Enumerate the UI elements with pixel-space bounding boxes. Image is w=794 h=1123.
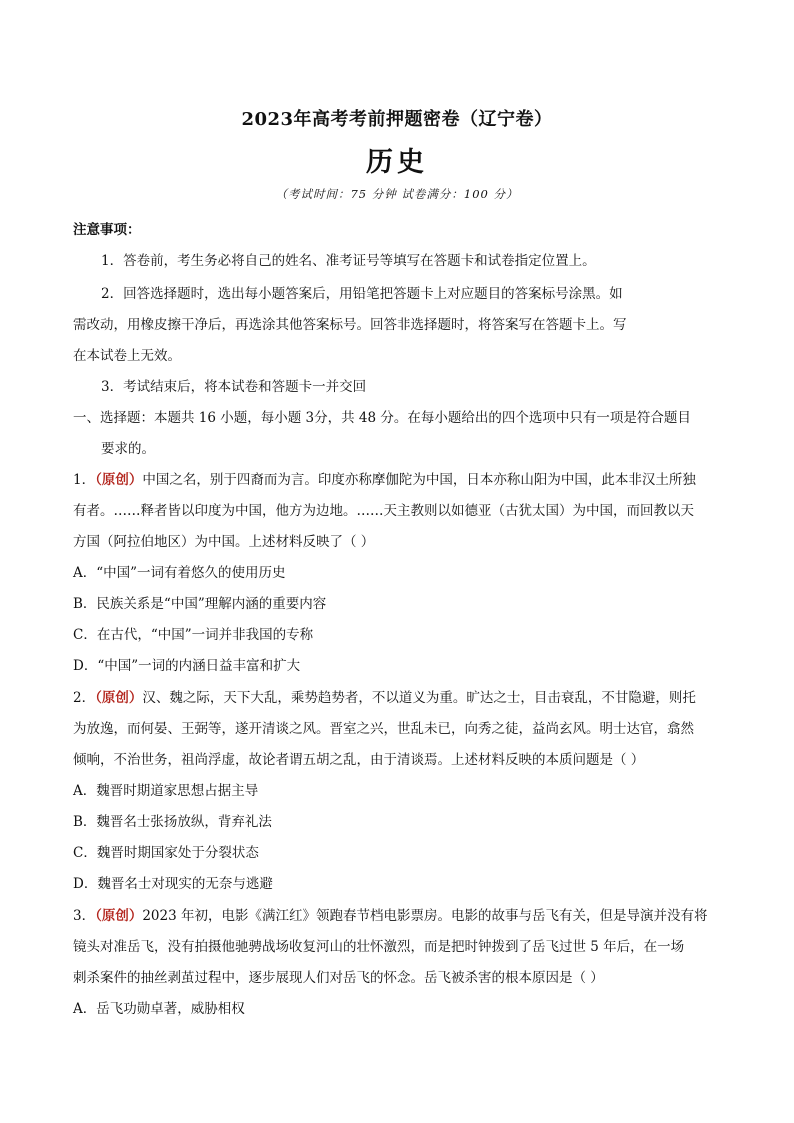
question-number: 3．	[73, 908, 96, 924]
original-tag: （原创）	[95, 472, 143, 488]
question-2-line-2: 为放逸，而何晏、王弼等，遂开清谈之风。晋室之兴，世乱未已，向秀之徒，益尚玄风。明士达官，翕然	[73, 721, 694, 737]
notice-item-3: 3．考试结束后，将本试卷和答题卡一并交回	[101, 379, 367, 395]
question-number: 1．	[73, 472, 96, 488]
question-text: 汉、魏之际，天下大乱，乘势趋势者，不以道义为重。旷达之士，目击衰乱，不甘隐避，则托	[142, 690, 696, 706]
option-a: A．魏晋时期道家思想占据主导	[73, 783, 259, 799]
exam-title: 2023年高考考前押题密卷（辽宁卷）	[241, 109, 553, 130]
question-text: 中国之名，别于四裔而为言。印度亦称摩伽陀为中国，日本亦称山阳为中国，此本非汉土所独	[142, 472, 696, 488]
question-3-line-2: 镜头对准岳飞，没有拍摄他驰骋战场收复河山的壮怀激烈，而是把时钟拨到了岳飞过世 5 年后，在一场	[73, 939, 685, 955]
subject-title: 历史	[366, 147, 428, 178]
option-d: D．“中国”一词的内涵日益丰富和扩大	[73, 658, 301, 674]
question-1-line-2: 有者。……释者皆以印度为中国，他方为边地。……天主教则以如德亚（古犹太国）为中国，而回教以天	[73, 503, 694, 519]
section-heading: 一、选择题：本题共 16 小题，每小题 3分，共 48 分。在每小题给出的四个选项中只有一项是符合题目	[73, 410, 691, 426]
option-a: A．岳飞功勋卓著，威胁相权	[73, 1001, 245, 1017]
notice-heading: 注意事项：	[73, 222, 141, 238]
option-b: B．民族关系是“中国”理解内涵的重要内容	[73, 596, 327, 612]
question-1-line-3: 方国（阿拉伯地区）为中国。上述材料反映了（ ）	[73, 534, 375, 550]
original-tag: （原创）	[95, 690, 143, 706]
question-2	[73, 686, 696, 706]
notice-item-2-cont-2: 在本试卷上无效。	[73, 348, 181, 364]
question-number: 2．	[73, 690, 96, 706]
question-1	[73, 468, 696, 488]
notice-item-1: 1．答卷前，考生务必将自己的姓名、准考证号等填写在答题卡和试卷指定位置上。	[101, 253, 596, 269]
question-2-line-3: 倾响，不治世务，祖尚浮虚，故论者谓五胡之乱，由于清谈焉。上述材料反映的本质问题是（ ）	[73, 752, 645, 768]
option-c: C．魏晋时期国家处于分裂状态	[73, 845, 259, 861]
notice-item-2: 2．回答选择题时，选出每小题答案后，用铅笔把答题卡上对应题目的答案标号涂黑。如	[101, 286, 623, 302]
question-text: 2023 年初，电影《满江红》领跑春节档电影票房。电影的故事与岳飞有关，但是导演并没有将	[142, 908, 708, 924]
original-tag: （原创）	[95, 908, 143, 924]
option-b: B．魏晋名士张扬放纵，背弃礼法	[73, 814, 272, 830]
question-3	[73, 904, 708, 924]
option-a: A．“中国”一词有着悠久的使用历史	[73, 565, 286, 581]
exam-info: （考试时间：75 分钟 试卷满分：100 分）	[275, 187, 519, 201]
section-heading-cont: 要求的。	[101, 441, 155, 457]
question-3-line-3: 刺杀案件的抽丝剥茧过程中，逐步展现人们对岳飞的怀念。岳飞被杀害的根本原因是（ ）	[73, 970, 604, 986]
option-c: C．在古代，“中国”一词并非我国的专称	[73, 627, 314, 643]
option-d: D．魏晋名士对现实的无奈与逃避	[73, 876, 273, 892]
notice-item-2-cont-1: 需改动，用橡皮擦干净后，再选涂其他答案标号。回答非选择题时，将答案写在答题卡上。写	[73, 317, 627, 333]
